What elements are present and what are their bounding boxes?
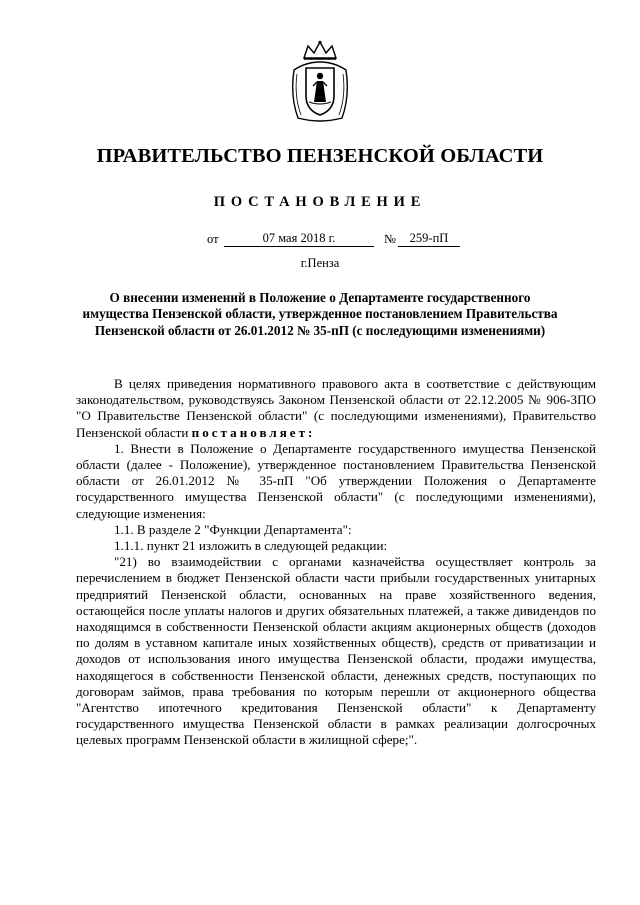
- decree-number: 259-пП: [398, 232, 460, 247]
- coat-of-arms-icon: [288, 40, 352, 122]
- paragraph-1-1-1: 1.1.1. пункт 21 изложить в следующей редакции:: [114, 538, 388, 554]
- resolves-word: постановляет:: [191, 424, 316, 440]
- decree-heading: О внесении изменений в Положение о Департаменте государственного имущества Пензенской области, утвержденное постановлением Правительства Пензенской области от 26.01.2012 № 35-пП (с последующими изменениями): [82, 290, 558, 338]
- preamble-paragraph: [76, 376, 596, 441]
- government-title: ПРАВИТЕЛЬСТВО ПЕНЗЕНСКОЙ ОБЛАСТИ: [96, 145, 544, 167]
- date-prefix: от: [207, 232, 219, 246]
- decree-date: 07 мая 2018 г.: [224, 232, 374, 247]
- decree-body: [76, 376, 596, 749]
- document-type: ПОСТАНОВЛЕНИЕ: [213, 194, 427, 210]
- city-name: г.Пенза: [300, 256, 340, 270]
- number-prefix: №: [384, 232, 396, 246]
- paragraph-1-1: 1.1. В разделе 2 "Функции Департамента":: [114, 521, 352, 537]
- paragraph-21: "21) во взаимодействии с органами казначейства осуществляет контроль за перечислением в бюджет Пензенской области части прибыли государственных унитарных предприятий Пензенской области, основанных на праве хозяйственного ведения, остающейся после уплаты налогов и других обязательных платежей, а также дивидендов по находящимся в собственности Пензенской области акциям акционерных обществ (доходов по долям в уставном капитале иных хозяйственных обществ), средств от приватизации и доходов от использования иного имущества Пензенской области, продажи имущества, находящегося в собственности Пензенской области, денежных средств, поступающих по договорам займов, права требования по которым перешли от акционерного общества "Агентство ипотечного кредитования Пензенской области" к Департаменту государственного имущества Пензенской области в рамках реализации долгосрочных целевых программ Пензенской области в жилищной сфере;".: [76, 554, 596, 748]
- preamble-text: В целях приведения нормативного правового акта в соответствие с действующим законодательством, руководствуясь Законом Пензенской области от 22.12.2005 № 906-ЗПО "О Правительстве Пензенской области" (с последующими изменениями), Правительство Пензенской области: [76, 376, 596, 440]
- paragraph-1: 1. Внести в Положение о Департаменте государственного имущества Пензенской области (далее - Положение), утвержденное постановлением Правительства Пензенской области от 26.01.2012 № 35-пП "Об утверждении Положения о Департаменте государственного имущества Пензенской области" (с последующими изменениями), следующие изменения:: [76, 440, 596, 521]
- date-number-line: [0, 232, 640, 250]
